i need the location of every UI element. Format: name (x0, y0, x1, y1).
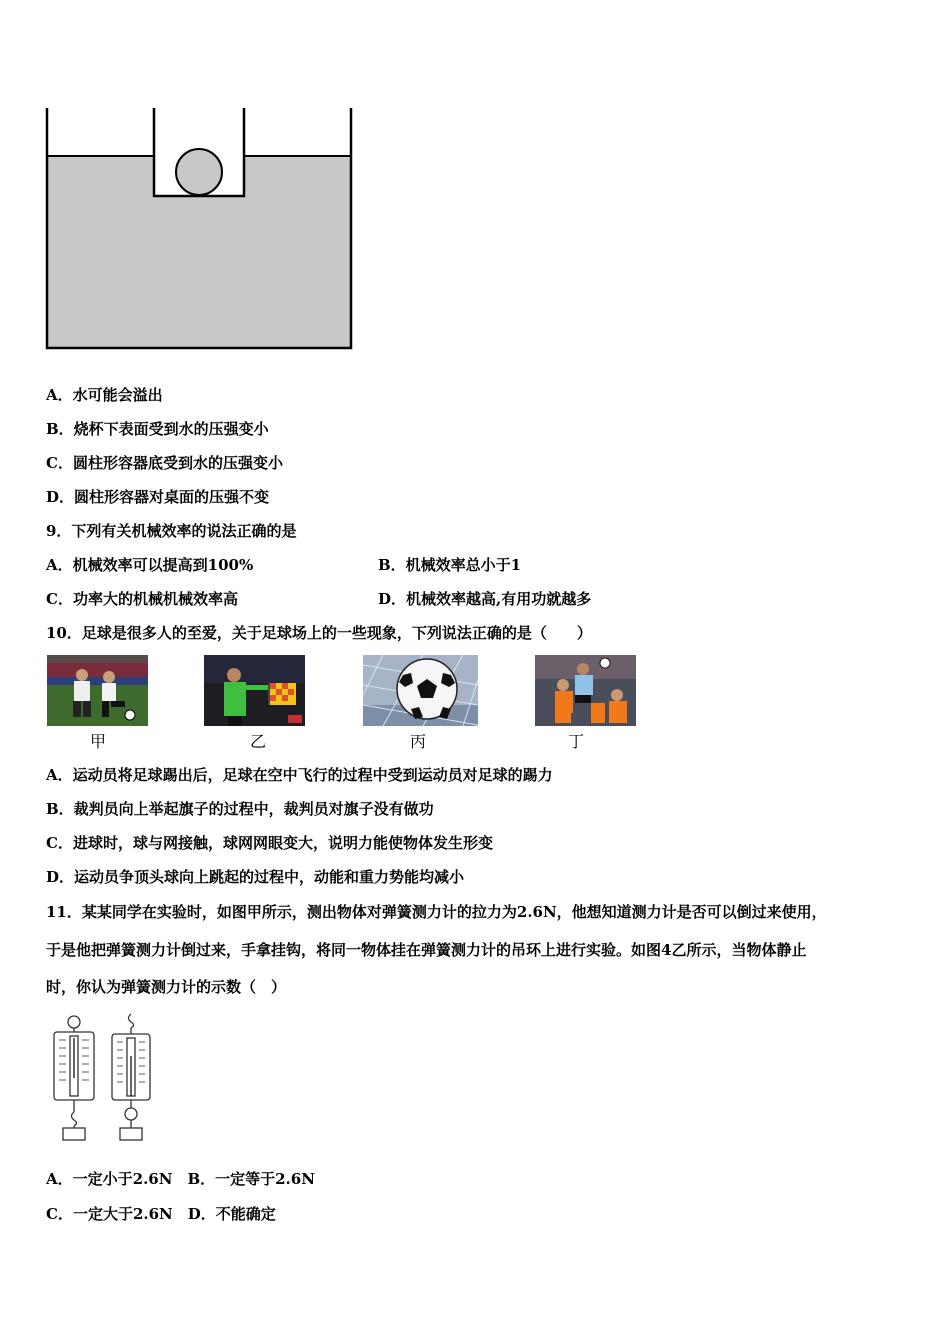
caption-ding: 丁 (567, 732, 584, 751)
q9-option-a: A．机械效率可以提高到100% (46, 556, 254, 574)
photo-header-duel (535, 655, 636, 726)
q11-stem-line1: 11．某某同学在实验时，如图甲所示，测出物体对弹簧测力计的拉力为2.6N，他想知道测力计是否可以倒过来使用， (46, 903, 827, 921)
q10-option-b: B．裁判员向上举起旗子的过程中，裁判员对旗子没有做功 (46, 800, 434, 818)
q10-option-d: D．运动员争顶头球向上跳起的过程中，动能和重力势能均减小 (46, 868, 465, 886)
beaker-container-figure (44, 104, 356, 354)
q8-option-a: A．水可能会溢出 (46, 386, 163, 404)
photo-referee-flag (204, 655, 305, 726)
q10-stem: 10．足球是很多人的至爱，关于足球场上的一些现象，下列说法正确的是（ ） (46, 624, 592, 642)
q11-stem-line3: 时，你认为弹簧测力计的示数（ ） (46, 978, 287, 996)
q11-options-ab: A．一定小于2.6N B．一定等于2.6N (46, 1170, 315, 1188)
ball (176, 149, 222, 195)
q10-option-c: C．进球时，球与网接触，球网网眼变大，说明力能使物体发生形变 (46, 834, 493, 852)
spring-scale-inverted (112, 1014, 150, 1140)
spring-scales-figure (46, 1012, 166, 1142)
q9-stem: 9．下列有关机械效率的说法正确的是 (46, 522, 297, 540)
q8-option-b: B．烧杯下表面受到水的压强变小 (46, 420, 269, 438)
q9-option-d: D．机械效率越高,有用功就越多 (378, 590, 592, 608)
photo-ball-in-net (363, 655, 478, 726)
caption-bing: 丙 (409, 732, 426, 751)
caption-jia: 甲 (89, 732, 106, 751)
spring-scale-upright (54, 1016, 94, 1140)
caption-yi: 乙 (249, 732, 266, 751)
q9-option-c: C．功率大的机械机械效率高 (46, 590, 238, 608)
q11-options-cd: C．一定大于2.6N D．不能确定 (46, 1205, 276, 1223)
photo-kick (47, 655, 148, 726)
q11-stem-line2: 于是他把弹簧测力计倒过来，手拿挂钩，将同一物体挂在弹簧测力计的吊环上进行实验。如图4乙所示，当物体静止 (46, 941, 807, 959)
q10-option-a: A．运动员将足球踢出后，足球在空中飞行的过程中受到运动员对足球的踢力 (46, 766, 553, 784)
q8-option-d: D．圆柱形容器对桌面的压强不变 (46, 488, 270, 506)
q8-option-c: C．圆柱形容器底受到水的压强变小 (46, 454, 283, 472)
q9-option-b: B．机械效率总小于1 (378, 556, 522, 574)
